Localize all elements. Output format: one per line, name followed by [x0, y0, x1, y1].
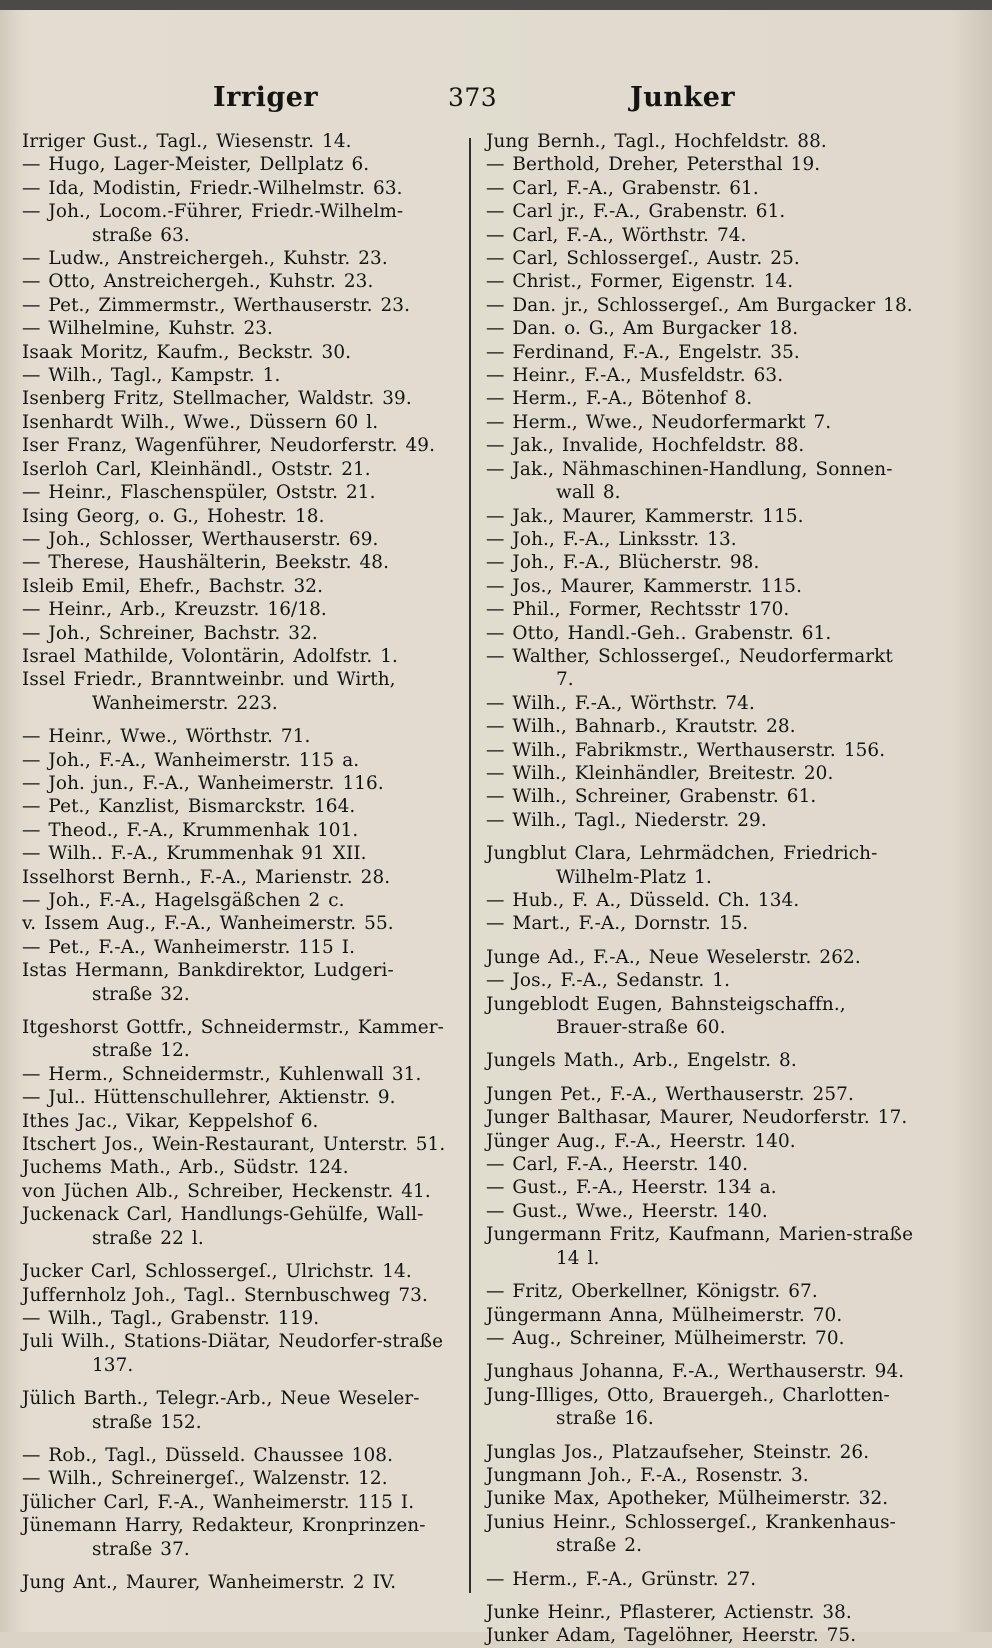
directory-entry: — Walther, Schlossergeſ., Neudorfermarkt 7.	[486, 645, 893, 691]
directory-entry: Jung Ant., Maurer, Wanheimerstr. 2 IV.	[22, 1571, 397, 1593]
directory-entry: Juli Wilh., Stations-Diätar, Neudorfer-straße 137.	[22, 1331, 444, 1376]
directory-entry: Jucker Carl, Schlossergeſ., Ulrichstr. 14.	[22, 1261, 412, 1283]
directory-entry: — Herm., F.-A., Grünstr. 27.	[486, 1568, 757, 1590]
directory-entry: — Jak., Maurer, Kammerstr. 115.	[486, 505, 804, 527]
directory-entry: — Aug., Schreiner, Mülheimerstr. 70.	[486, 1327, 845, 1349]
directory-entry: Issel Friedr., Branntweinbr. und Wirth, Wanheimerstr. 223.	[22, 669, 396, 714]
directory-entry: — Otto, Handl.-Geh.. Grabenstr. 61.	[486, 622, 832, 644]
directory-entry: Jungblut Clara, Lehrmädchen, Friedrich-Wilhelm-Platz 1.	[486, 843, 878, 888]
directory-entry: Irriger Gust., Tagl., Wiesenstr. 14.	[22, 131, 352, 152]
directory-entry: Junker Adam, Tagelöhner, Heerstr. 75.	[486, 1625, 857, 1647]
directory-entry: von Jüchen Alb., Schreiber, Heckenstr. 41.	[22, 1180, 431, 1202]
directory-entry: — Wilh., Tagl., Kampstr. 1.	[22, 365, 281, 387]
directory-entry: — Herm., Schneidermstr., Kuhlenwall 31.	[22, 1063, 422, 1085]
directory-entry: — Gust., F.-A., Heerstr. 134 a.	[486, 1177, 777, 1199]
directory-entry: — Therese, Haushälterin, Beekstr. 48.	[22, 552, 390, 574]
directory-entry: Iserloh Carl, Kleinhändl., Oststr. 21.	[22, 458, 371, 480]
directory-entry: Ithes Jac., Vikar, Keppelshof 6.	[22, 1110, 319, 1132]
directory-entry: — Carl, F.-A., Heerstr. 140.	[486, 1154, 749, 1176]
directory-entry: — Joh., F.-A., Hagelsgäßchen 2 c.	[22, 890, 345, 911]
directory-entry: — Wilh.. F.-A., Krummenhak 91 XII.	[22, 843, 367, 865]
page-number: 373	[448, 83, 498, 112]
directory-entry: Itgeshorst Gottfr., Schneidermstr., Kammer-straße 12.	[22, 1017, 444, 1062]
scan-top-edge	[0, 0, 992, 10]
directory-entry: — Heinr., Flaschenspüler, Oststr. 21.	[22, 482, 376, 504]
directory-entry: — Heinr., F.-A., Musfeldstr. 63.	[486, 365, 784, 387]
directory-entry: — Pet., Zimmermstr., Werthauserstr. 23.	[22, 294, 411, 316]
directory-entry: — Carl, F.-A., Wörthstr. 74.	[486, 224, 747, 246]
directory-entry: — Theod., F.-A., Krummenhak 101.	[22, 819, 359, 841]
directory-entry: Jünemann Harry, Redakteur, Kronprinzen-straße 37.	[22, 1515, 426, 1560]
directory-entry: Junghaus Johanna, F.-A., Werthauserstr. 94.	[486, 1361, 905, 1383]
directory-entry: Jünger Aug., F.-A., Heerstr. 140.	[486, 1130, 796, 1152]
directory-entry: — Joh., Schlosser, Werthauserstr. 69.	[22, 528, 379, 550]
directory-entry: Juchems Math., Arb., Südstr. 124.	[22, 1157, 349, 1179]
directory-entry: Jüngermann Anna, Mülheimerstr. 70.	[486, 1304, 843, 1326]
directory-entry: — Gust., Wwe., Heerstr. 140.	[486, 1200, 768, 1222]
directory-entry: — Hub., F. A., Düsseld. Ch. 134.	[486, 890, 800, 911]
directory-entry: — Dan. jr., Schlossergeſ., Am Burgacker 18.	[486, 294, 913, 316]
directory-entry: — Pet., Kanzlist, Bismarckstr. 164.	[22, 796, 356, 818]
directory-entry: — Joh., Schreiner, Bachstr. 32.	[22, 622, 318, 644]
directory-entry: — Wilh., Fabrikmstr., Werthauserstr. 156.	[486, 739, 886, 761]
directory-entry: — Berthold, Dreher, Petersthal 19.	[486, 154, 821, 176]
directory-entry: — Carl, Schlossergeſ., Austr. 25.	[486, 248, 800, 270]
directory-entry: Isaak Moritz, Kaufm., Beckstr. 30.	[22, 341, 352, 363]
page-header	[0, 82, 992, 114]
directory-entry: Junike Max, Apotheker, Mülheimerstr. 32.	[486, 1488, 889, 1510]
directory-entry: — Joh. jun., F.-A., Wanheimerstr. 116.	[22, 772, 384, 794]
header-right-keyword: Junker	[630, 82, 736, 113]
directory-entry: — Wilh., Bahnarb., Krautstr. 28.	[486, 716, 796, 738]
directory-entry: — Christ., Former, Eigenstr. 14.	[486, 271, 794, 293]
directory-entry: Jungermann Fritz, Kaufmann, Marien-straße 14 l.	[486, 1224, 914, 1269]
directory-entry: — Heinr., Wwe., Wörthstr. 71.	[22, 726, 311, 748]
directory-entry: — Wilh., Kleinhändler, Breitestr. 20.	[486, 762, 834, 784]
directory-entry: Iser Franz, Wagenführer, Neudorferstr. 49.	[22, 435, 436, 457]
directory-entry: Isenhardt Wilh., Wwe., Düssern 60 l.	[22, 411, 379, 433]
directory-entry: — Otto, Anstreichergeh., Kuhstr. 23.	[22, 271, 374, 293]
directory-entry: — Phil., Former, Rechtsstr 170.	[486, 599, 790, 621]
directory-entry: Jülich Barth., Telegr.-Arb., Neue Weseler-straße 152.	[22, 1388, 420, 1433]
column-divider	[469, 138, 471, 1593]
right-column	[486, 130, 916, 1648]
directory-entry: v. Issem Aug., F.-A., Wanheimerstr. 55.	[22, 913, 394, 935]
directory-entry: — Ida, Modistin, Friedr.-Wilhelmstr. 63.	[22, 177, 403, 199]
directory-entry: — Hugo, Lager-Meister, Dellplatz 6.	[22, 154, 370, 176]
directory-entry: Jungeblodt Eugen, Bahnsteigschaffn., Brauer-straße 60.	[486, 993, 846, 1039]
directory-entry: Isselhorst Bernh., F.-A., Marienstr. 28.	[22, 866, 391, 888]
directory-entry: — Joh., F.-A., Wanheimerstr. 115 a.	[22, 749, 360, 771]
directory-entry: Isenberg Fritz, Stellmacher, Waldstr. 39.	[22, 388, 412, 410]
directory-entry: Junger Balthasar, Maurer, Neudorferstr. 17.	[486, 1107, 908, 1129]
directory-entry: — Wilh., Tagl., Niederstr. 29.	[486, 809, 767, 831]
directory-entry: — Carl jr., F.-A., Grabenstr. 61.	[486, 201, 786, 223]
directory-entry: — Jul.. Hüttenschullehrer, Aktienstr. 9.	[22, 1087, 396, 1109]
directory-entry: — Jos., F.-A., Sedanstr. 1.	[486, 970, 731, 992]
directory-entry: — Joh., F.-A., Blücherstr. 98.	[486, 552, 760, 574]
directory-entry: — Pet., F.-A., Wanheimerstr. 115 I.	[22, 936, 356, 958]
directory-entry: — Wilh., Schreiner, Grabenstr. 61.	[486, 786, 817, 808]
directory-entry: Istas Hermann, Bankdirektor, Ludgeri-straße 32.	[22, 960, 394, 1005]
left-column	[22, 130, 452, 1594]
directory-entry: Junge Ad., F.-A., Neue Weselerstr. 262.	[486, 946, 861, 968]
directory-entry: Itschert Jos., Wein-Restaurant, Unterstr. 51.	[22, 1134, 446, 1156]
directory-entry: — Mart., F.-A., Dornstr. 15.	[486, 913, 749, 935]
directory-entry: Ising Georg, o. G., Hohestr. 18.	[22, 505, 325, 527]
directory-entry: Jungels Math., Arb., Engelstr. 8.	[486, 1050, 797, 1072]
directory-entry: — Heinr., Arb., Kreuzstr. 16/18.	[22, 599, 327, 621]
directory-entry: Jungen Pet., F.-A., Werthauserstr. 257.	[486, 1083, 854, 1105]
directory-entry: — Herm., F.-A., Bötenhof 8.	[486, 388, 753, 410]
directory-entry: — Wilh., F.-A., Wörthstr. 74.	[486, 692, 755, 714]
directory-entry: — Wilh., Tagl., Grabenstr. 119.	[22, 1307, 320, 1329]
directory-entry: — Fritz, Oberkellner, Königstr. 67.	[486, 1281, 818, 1303]
directory-entry: — Herm., Wwe., Neudorfermarkt 7.	[486, 411, 832, 433]
directory-entry: Junglas Jos., Platzaufseher, Steinstr. 26.	[486, 1441, 870, 1463]
directory-entry: — Jak., Invalide, Hochfeldstr. 88.	[486, 435, 805, 457]
directory-entry: — Rob., Tagl., Düsseld. Chaussee 108.	[22, 1444, 394, 1466]
directory-entry: Junius Heinr., Schlossergeſ., Krankenhaus-straße 2.	[486, 1511, 896, 1557]
directory-entry: Juckenack Carl, Handlungs-Gehülfe, Wall-straße 22 l.	[22, 1204, 424, 1249]
directory-entry: Israel Mathilde, Volontärin, Adolfstr. 1.	[22, 645, 398, 667]
directory-entry: Jungmann Joh., F.-A., Rosenstr. 3.	[486, 1464, 809, 1486]
directory-entry: — Dan. o. G., Am Burgacker 18.	[486, 318, 799, 340]
directory-entry: — Wilhelmine, Kuhstr. 23.	[22, 318, 273, 340]
directory-entry: Jülicher Carl, F.-A., Wanheimerstr. 115 I.	[22, 1491, 415, 1513]
directory-entry: — Joh., F.-A., Linksstr. 13.	[486, 528, 737, 550]
directory-entry: Junke Heinr., Pflasterer, Actienstr. 38.	[486, 1601, 852, 1623]
directory-entry: Juffernholz Joh., Tagl.. Sternbuschweg 73.	[22, 1284, 428, 1306]
directory-entry: — Ferdinand, F.-A., Engelstr. 35.	[486, 341, 800, 363]
directory-entry: Jung Bernh., Tagl., Hochfeldstr. 88.	[486, 131, 827, 152]
directory-entry: — Jos., Maurer, Kammerstr. 115.	[486, 575, 803, 597]
directory-entry: — Ludw., Anstreichergeh., Kuhstr. 23.	[22, 248, 388, 270]
header-left-keyword: Irriger	[213, 82, 319, 113]
directory-entry: — Joh., Locom.-Führer, Friedr.-Wilhelm-straße 63.	[22, 201, 404, 246]
directory-entry: — Jak., Nähmaschinen-Handlung, Sonnen-wall 8.	[486, 458, 893, 504]
directory-entry: — Wilh., Schreinergeſ., Walzenstr. 12.	[22, 1468, 388, 1490]
directory-entry: — Carl, F.-A., Grabenstr. 61.	[486, 177, 759, 199]
directory-entry: Isleib Emil, Ehefr., Bachstr. 32.	[22, 575, 324, 597]
directory-entry: Jung-Illiges, Otto, Brauergeh., Charlotten-straße 16.	[486, 1384, 890, 1430]
